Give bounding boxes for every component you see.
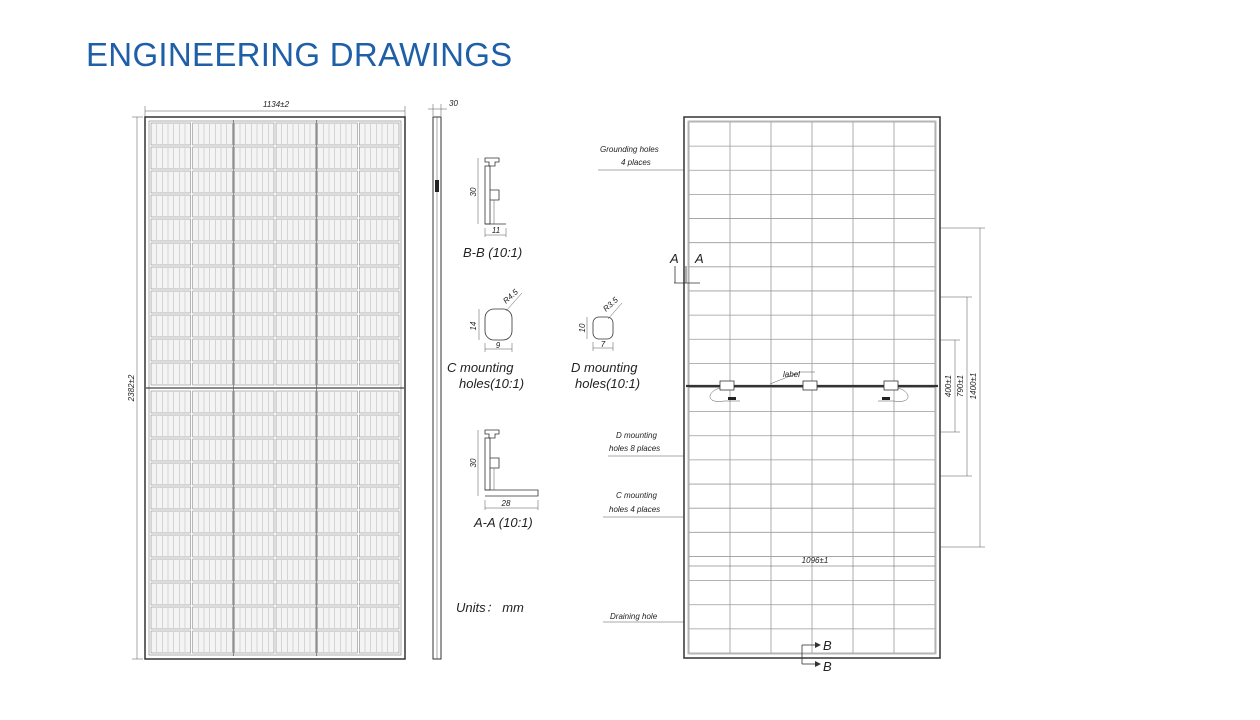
d-mounting-caption-line2: holes(10:1): [575, 376, 641, 391]
side-view: [428, 99, 458, 659]
c-mounting-caption-line2: holes(10:1): [459, 376, 525, 391]
front-height-dimension: 2382±2: [127, 374, 136, 402]
page-title: ENGINEERING DRAWINGS: [86, 36, 513, 73]
label-callout: label: [783, 370, 800, 379]
section-b-marker-bottom: B: [823, 659, 832, 674]
c-mounting-holes-label-line2: holes 4 places: [609, 505, 661, 514]
section-bb-caption: B-B (10:1): [463, 245, 523, 260]
c-mounting-holes-label-line1: C mounting: [616, 491, 657, 500]
dimension-400: 400±1: [944, 374, 953, 398]
c-mounting-hole-detail: [447, 287, 524, 391]
c-mounting-caption-line1: C mounting: [447, 360, 514, 375]
c-hole-width: 9: [495, 341, 501, 350]
section-aa-caption: A-A (10:1): [474, 515, 533, 530]
section-aa: [469, 430, 538, 530]
d-mounting-hole-detail: [571, 295, 640, 391]
bb-height-dimension: 30: [469, 187, 478, 197]
units-note: Units： mm: [456, 600, 524, 615]
dimension-790: 790±1: [956, 374, 965, 398]
d-hole-height: 10: [578, 323, 587, 333]
grounding-holes-label-line1: Grounding holes: [600, 145, 659, 154]
junction-box-left: [710, 381, 740, 401]
section-bb: [463, 158, 522, 260]
d-hole-radius: R3.5: [601, 295, 620, 314]
rear-view: [598, 117, 985, 674]
bb-width-dimension: 11: [491, 226, 501, 235]
front-width-dimension: 1134±2: [262, 100, 290, 109]
section-b-marker-top: B: [823, 638, 832, 653]
d-mounting-holes-label-line2: holes 8 places: [609, 444, 661, 453]
c-hole-radius: R4.5: [501, 287, 520, 306]
dimension-1400: 1400±1: [969, 372, 978, 400]
junction-box-right: [878, 381, 908, 401]
c-hole-height: 14: [469, 321, 478, 331]
section-a-marker-left: A: [670, 251, 679, 266]
draining-hole-label: Draining hole: [610, 612, 658, 621]
junction-box-middle: [803, 381, 817, 390]
d-hole-width: 7: [600, 340, 606, 349]
d-mounting-caption-line1: D mounting: [571, 360, 638, 375]
rear-width-dimension: 1096±1: [801, 556, 829, 565]
junction-box-mark: [435, 180, 439, 192]
front-view: [127, 100, 405, 659]
side-thickness-dimension: 30: [449, 99, 458, 108]
grounding-holes-label-line2: 4 places: [621, 158, 651, 167]
aa-height-dimension: 30: [469, 458, 478, 468]
section-a-marker-right: A: [695, 251, 704, 266]
d-mounting-holes-label-line1: D mounting: [616, 431, 657, 440]
front-cell-grid: [146, 120, 404, 656]
aa-width-dimension: 28: [501, 499, 511, 508]
